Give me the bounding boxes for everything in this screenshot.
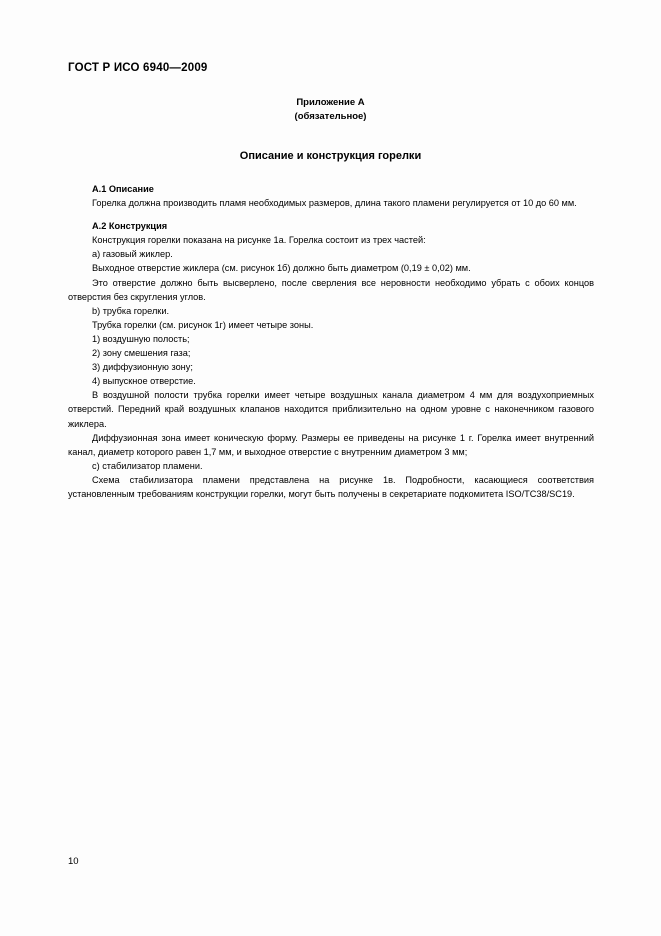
annex-label: Приложение А <box>296 97 365 108</box>
paragraph: Горелка должна производить пламя необходимых размеров, длина такого пламени регулируется от 10 до 60 мм. <box>92 198 577 209</box>
list-item: 4) выпускное отверстие. <box>92 376 196 387</box>
paragraph: Диффузионная зона имеет коническую форму. Размеры ее приведены на рисунке 1 г. Горелка имеет внутренний канал, диаметр которого равен 1,7 мм, и выходное отверстие с внутренним диаметром 3 мм; <box>68 432 594 457</box>
list-item: 3) диффузионную зону; <box>92 362 193 373</box>
annex-status: (обязательное) <box>294 111 367 122</box>
section-heading-a2: А.2 Конструкция <box>92 221 168 232</box>
paragraph: Схема стабилизатора пламени представлена на рисунке 1в. Подробности, касающиеся соответствия установленным требованиям конструкции горелки, могут быть получены в секретариате подкомитета ISO/TC38/SC19. <box>68 474 594 499</box>
paragraph: В воздушной полости трубка горелки имеет четыре воздушных канала диаметром 4 мм для воздухоприемных отверстий. Передний край воздушных клапанов находится приблизительно на одном уровне с наконечником газового жиклера. <box>68 390 594 429</box>
page-number: 10 <box>68 856 79 867</box>
paragraph: Конструкция горелки показана на рисунке 1а. Горелка состоит из трех частей: <box>92 235 426 246</box>
paragraph: Выходное отверстие жиклера (см. рисунок 1б) должно быть диаметром (0,19 ± 0,02) мм. <box>92 263 471 274</box>
list-item: b) трубка горелки. <box>92 305 170 316</box>
annex-heading <box>0 96 661 124</box>
paragraph: Это отверстие должно быть высверлено, после сверления все неровности необходимо убрать с обоих концов отверстия без скругления углов. <box>68 277 594 302</box>
list-item: c) стабилизатор пламени. <box>92 460 203 471</box>
section-heading-a1: А.1 Описание <box>92 184 154 194</box>
paragraph: Трубка горелки (см. рисунок 1г) имеет четыре зоны. <box>92 319 314 330</box>
document-body <box>68 182 594 501</box>
page-title: Описание и конструкция горелки <box>239 150 422 162</box>
list-item: 2) зону смешения газа; <box>92 348 191 359</box>
list-item: 1) воздушную полость; <box>92 333 190 344</box>
list-item: a) газовый жиклер. <box>92 249 173 260</box>
document-header: ГОСТ Р ИСО 6940—2009 <box>68 62 208 74</box>
